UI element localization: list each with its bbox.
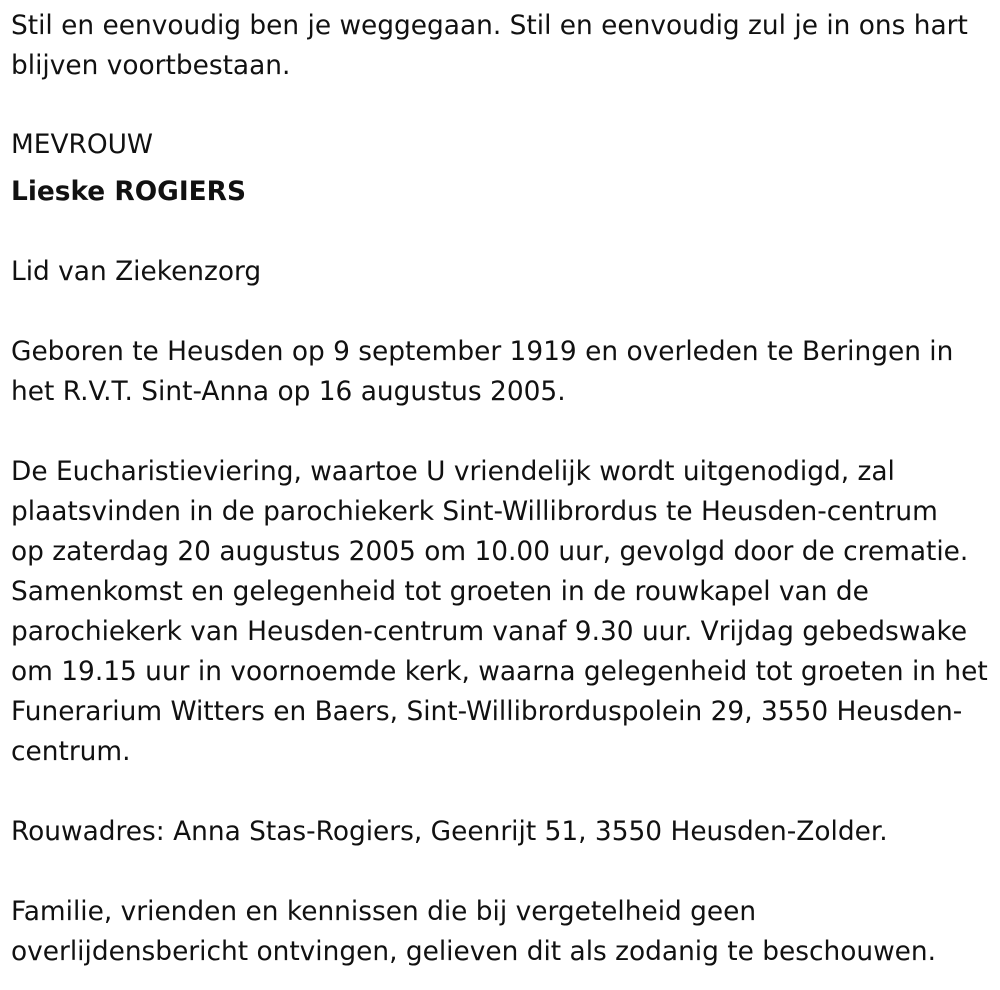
ceremony-line-3: op zaterdag 20 augustus 2005 om 10.00 uur, gevolgd door de crematie. xyxy=(11,536,969,567)
birth-death-line-2: het R.V.T. Sint-Anna op 16 augustus 2005. xyxy=(11,376,566,407)
ceremony-line-7: Funerarium Witters en Baers, Sint-Willibrorduspolein 29, 3550 Heusden- xyxy=(11,696,963,727)
birth-death-line-1: Geboren te Heusden op 9 september 1919 en overleden te Beringen in xyxy=(11,336,954,367)
intro-line-1: Stil en eenvoudig ben je weggegaan. Stil en eenvoudig zul je in ons hart xyxy=(11,10,968,41)
intro-line-2: blijven voortbestaan. xyxy=(11,50,291,81)
membership-text: Lid van Ziekenzorg xyxy=(11,256,262,287)
ceremony-line-4: Samenkomst en gelegenheid tot groeten in de rouwkapel van de xyxy=(11,576,869,607)
closing-line-2: overlijdensbericht ontvingen, gelieven dit als zodanig te beschouwen. xyxy=(11,936,937,967)
ceremony-line-1: De Eucharistieviering, waartoe U vriendelijk wordt uitgenodigd, zal xyxy=(11,456,895,487)
birth-death-section xyxy=(11,332,990,412)
intro-quote xyxy=(11,6,990,86)
closing-section xyxy=(11,892,990,972)
mourning-address: Rouwadres: Anna Stas-Rogiers, Geenrijt 51, 3550 Heusden-Zolder. xyxy=(11,816,888,847)
ceremony-line-8: centrum. xyxy=(11,736,131,767)
closing-line-1: Familie, vrienden en kennissen die bij vergetelheid geen xyxy=(11,896,757,927)
ceremony-section xyxy=(11,452,990,772)
deceased-name: Lieske ROGIERS xyxy=(11,176,246,207)
ceremony-line-2: plaatsvinden in de parochiekerk Sint-Willibrordus te Heusden-centrum xyxy=(11,496,938,527)
honorific-title: MEVROUW xyxy=(11,129,154,160)
membership-section xyxy=(11,252,990,292)
ceremony-line-5: parochiekerk van Heusden-centrum vanaf 9.30 uur. Vrijdag gebedswake xyxy=(11,616,968,647)
address-section xyxy=(11,812,990,852)
ceremony-line-6: om 19.15 uur in voornoemde kerk, waarna gelegenheid tot groeten in het xyxy=(11,656,988,687)
